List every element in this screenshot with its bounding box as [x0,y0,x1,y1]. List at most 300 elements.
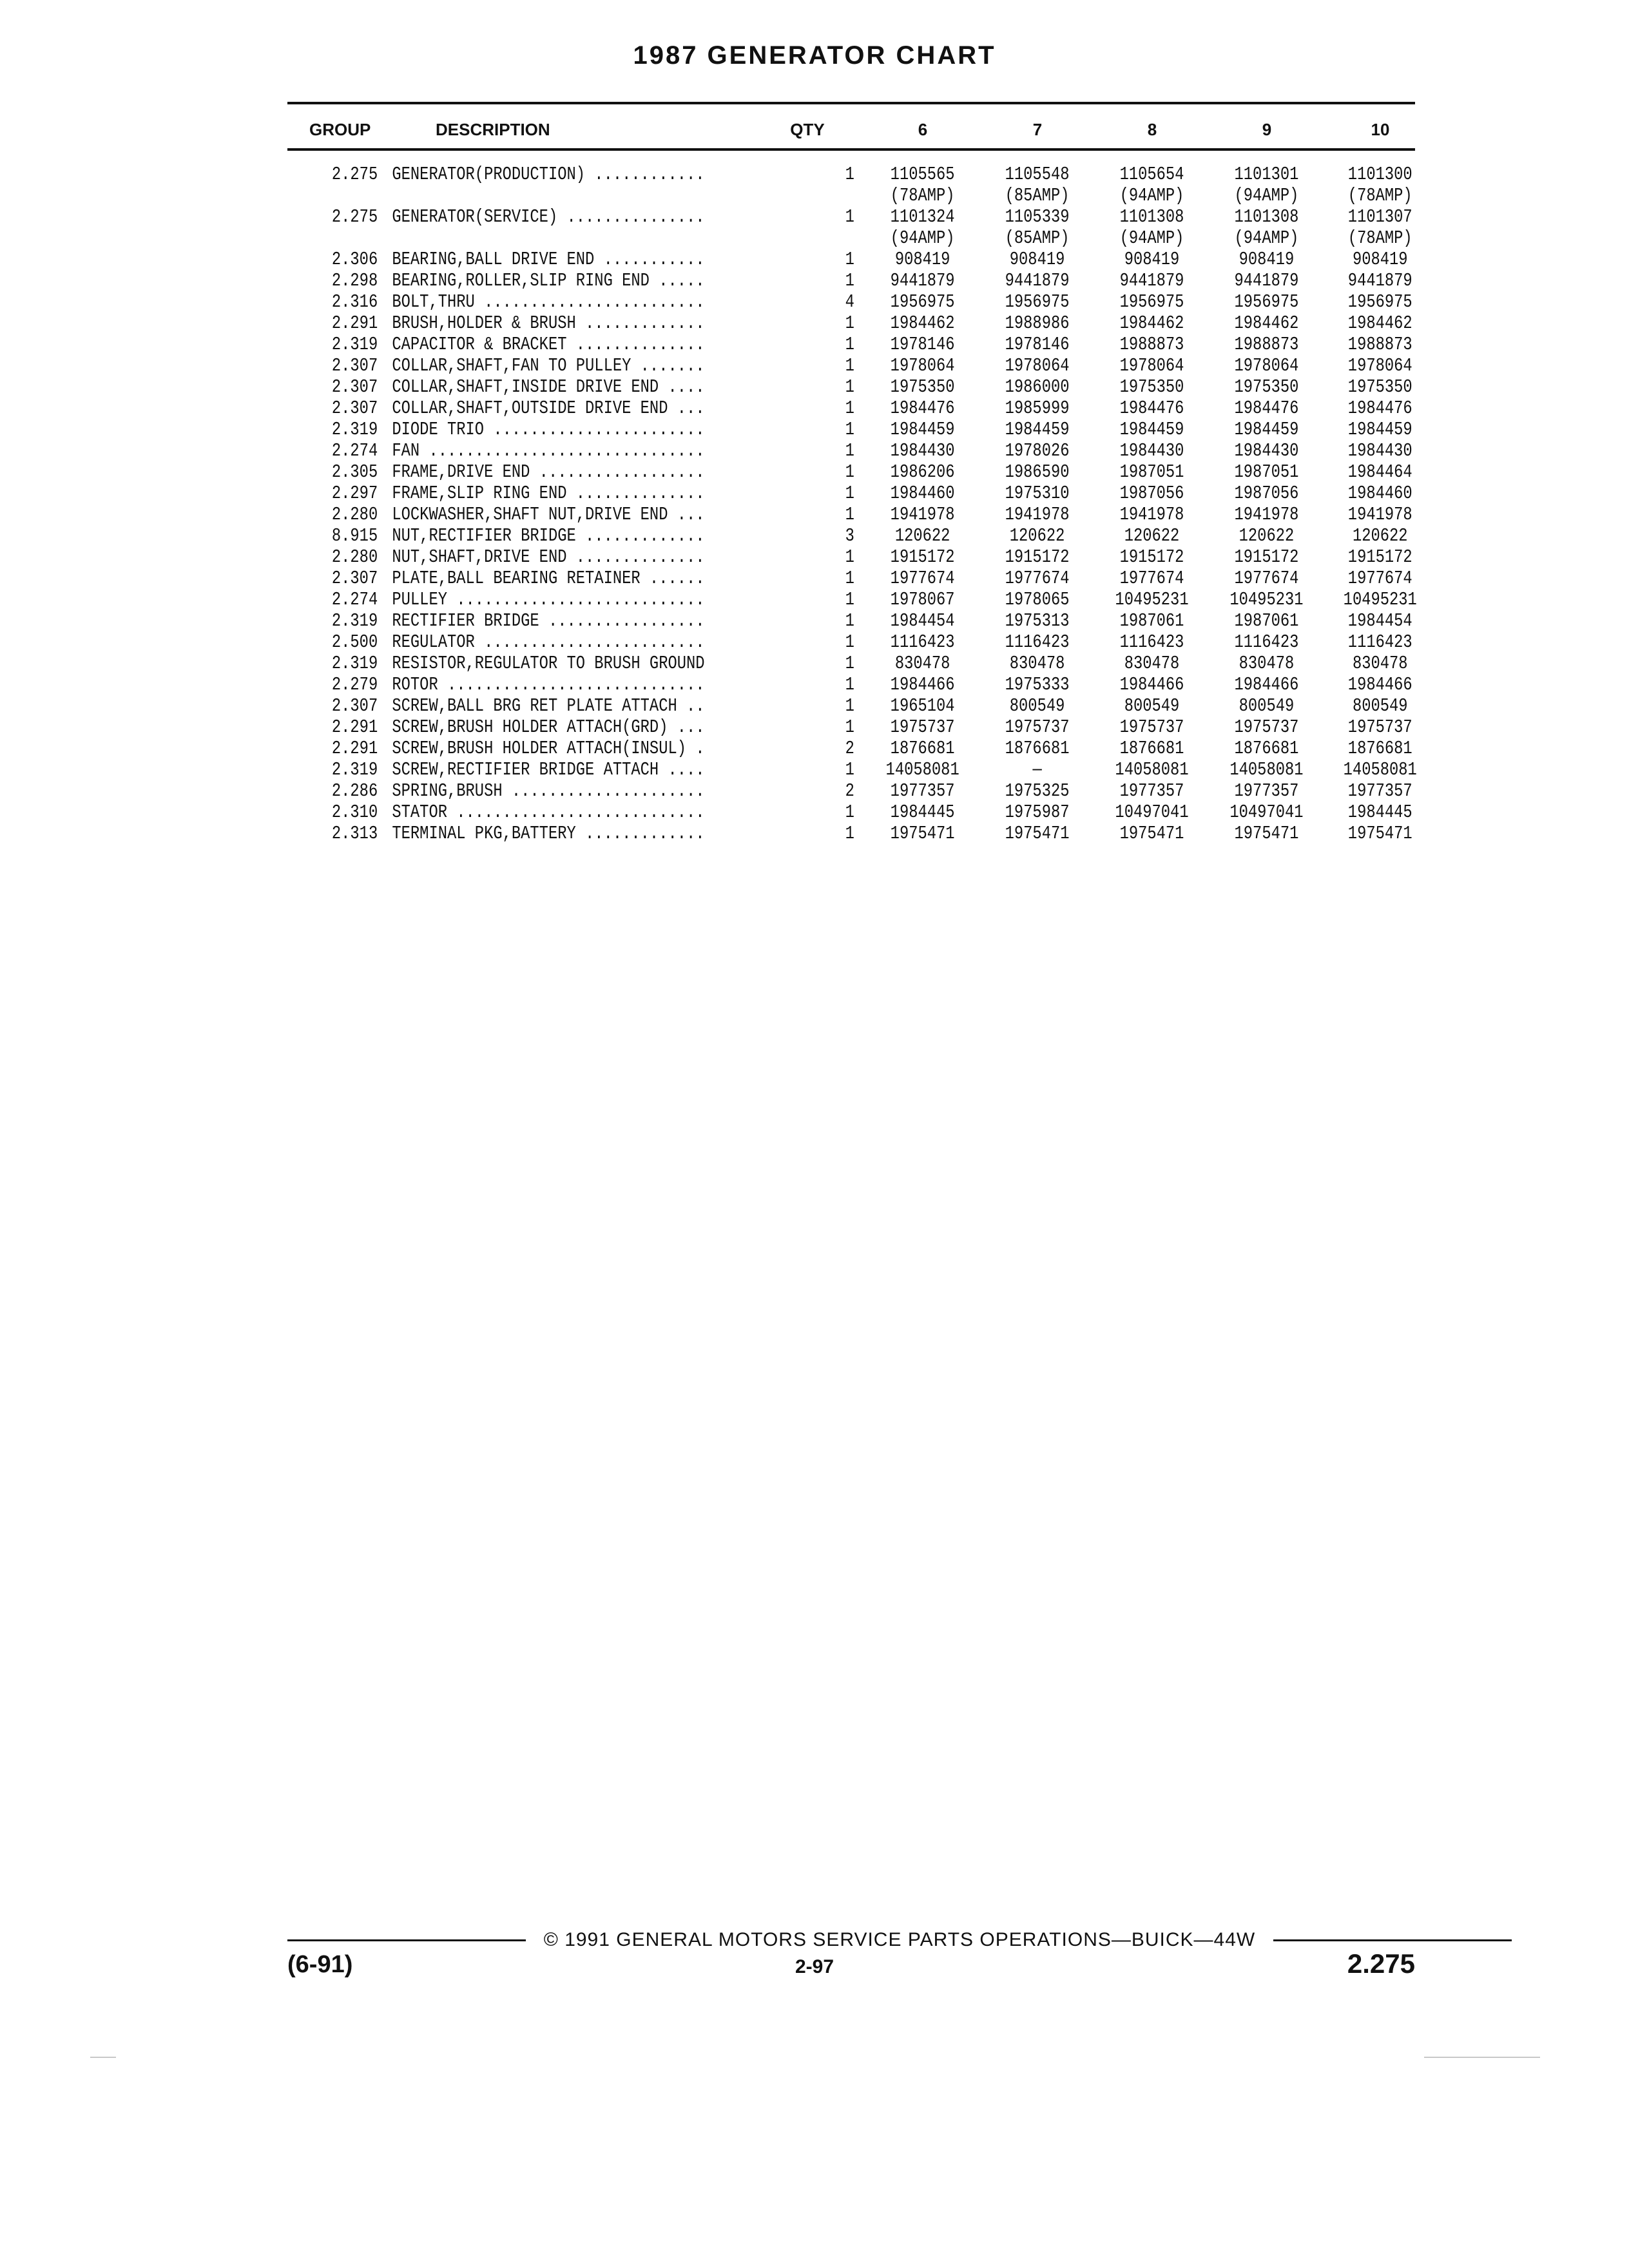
cell-qty: 3 [845,525,854,546]
cell-col-9: 10497041 [1229,802,1304,823]
table-row [287,716,1415,738]
cell-col-8: 1987061 [1119,610,1184,631]
cell-col-8: 1984430 [1119,440,1184,461]
cell-col-10: 1956975 [1347,291,1412,312]
cell-col-10: 1977357 [1347,780,1412,802]
cell-description: PLATE,BALL BEARING RETAINER ...... [392,568,705,589]
cell-col-7: 1978065 [1005,589,1070,610]
cell-qty: 4 [845,291,854,312]
cell-col-7: 1956975 [1005,291,1070,312]
header-col-10: 10 [1371,120,1390,139]
cell-col-9: 1987056 [1234,483,1299,504]
scan-smudge [1424,2057,1540,2058]
table-row [287,610,1415,631]
cell-col-6: 1984462 [890,312,955,334]
cell-col-10: 1876681 [1347,738,1412,759]
cell-col-6: 1984445 [890,802,955,823]
cell-col-6: 1984460 [890,483,955,504]
header-qty: QTY [790,120,825,139]
cell-col-9: 1987061 [1234,610,1299,631]
footer-date-code: (6-91) [287,1951,353,1978]
cell-group: 2.291 [331,738,378,759]
cell-qty: 1 [845,653,854,674]
cell-qty: 1 [845,589,854,610]
table-row [287,164,1415,185]
cell-col-9: 1915172 [1234,546,1299,568]
cell-col-10: 1984464 [1347,461,1412,483]
cell-group: 2.313 [331,823,378,844]
header-col-8: 8 [1147,120,1157,139]
cell-col-9: 1988873 [1234,334,1299,355]
cell-qty: 1 [845,802,854,823]
table-row [287,823,1415,844]
header-col-7: 7 [1032,120,1043,139]
cell-col-8: 1941978 [1119,504,1184,525]
table-row [287,589,1415,610]
cell-col-10: 1984460 [1347,483,1412,504]
cell-description: ROTOR ............................ [392,674,705,695]
cell-col-8: 1101308 [1119,206,1184,227]
cell-group: 2.310 [331,802,378,823]
cell-col-10: 800549 [1352,695,1408,716]
cell-col-6: 1984430 [890,440,955,461]
cell-col-9: 9441879 [1234,270,1299,291]
cell-col-8: 1984459 [1119,419,1184,440]
cell-col-6: 1975737 [890,716,955,738]
cell-group: 2.307 [331,398,378,419]
cell-col-8: 1876681 [1119,738,1184,759]
cell-col-9: 1984466 [1234,674,1299,695]
cell-col-7: 1105548 [1005,164,1070,185]
table-row [287,334,1415,355]
cell-group: 2.319 [331,653,378,674]
cell-group: 2.306 [331,249,378,270]
cell-col-6: 1984454 [890,610,955,631]
cell-col-8: 1987051 [1119,461,1184,483]
cell-col-8: 1984466 [1119,674,1184,695]
cell-col-6: 1876681 [890,738,955,759]
cell-col-7: 1984459 [1005,419,1070,440]
cell-col-6: 1956975 [890,291,955,312]
cell-group: 2.291 [331,716,378,738]
cell-col-7: 1978146 [1005,334,1070,355]
cell-description: TERMINAL PKG,BATTERY ............. [392,823,705,844]
cell-col-8: 1975471 [1119,823,1184,844]
cell-qty: 1 [845,355,854,376]
header-col-9: 9 [1262,120,1272,139]
cell-col-7: 1986000 [1005,376,1070,398]
cell-qty: 1 [845,504,854,525]
table-row [287,483,1415,504]
cell-group: 2.316 [331,291,378,312]
cell-group: 2.307 [331,355,378,376]
cell-description: SCREW,BRUSH HOLDER ATTACH(INSUL) . [392,738,705,759]
footer-page-number: 2-97 [795,1956,834,1977]
table-row [287,546,1415,568]
cell-qty: 1 [845,270,854,291]
cell-description: NUT,RECTIFIER BRIDGE ............. [392,525,705,546]
cell-col-8: 10495231 [1115,589,1189,610]
cell-group: 2.279 [331,674,378,695]
cell-col-8: 1975350 [1119,376,1184,398]
cell-col-9: 1975350 [1234,376,1299,398]
cell-col-10: 1984430 [1347,440,1412,461]
scan-smudge [90,2057,116,2058]
cell-description: BRUSH,HOLDER & BRUSH ............. [392,312,705,334]
footer-section-number: 2.275 [1347,1948,1415,1979]
table-row [287,525,1415,546]
cell-col-10: 1978064 [1347,355,1412,376]
cell-qty: 1 [845,716,854,738]
cell-col-10: 120622 [1352,525,1408,546]
cell-col-10: 1915172 [1347,546,1412,568]
cell-qty: 1 [845,398,854,419]
cell-description: COLLAR,SHAFT,INSIDE DRIVE END .... [392,376,705,398]
cell-col-10: 1975471 [1347,823,1412,844]
cell-description: COLLAR,SHAFT,OUTSIDE DRIVE END ... [392,398,705,419]
cell-description: LOCKWASHER,SHAFT NUT,DRIVE END ... [392,504,705,525]
table-row [287,780,1415,802]
cell-col-10: 1116423 [1347,631,1412,653]
cell-col-9: 1941978 [1234,504,1299,525]
cell-col-6: 1984459 [890,419,955,440]
cell-col-9: 10495231 [1229,589,1304,610]
cell-col-6: 1986206 [890,461,955,483]
cell-col-6: 9441879 [890,270,955,291]
cell-col-7: 120622 [1009,525,1065,546]
table-header-rule [287,148,1415,151]
cell-col-7: (85AMP) [1005,185,1070,206]
cell-col-7: 1986590 [1005,461,1070,483]
cell-group: 2.319 [331,334,378,355]
cell-col-7: 800549 [1009,695,1065,716]
table-row [287,759,1415,780]
cell-col-6: 1977357 [890,780,955,802]
cell-qty: 1 [845,164,854,185]
cell-group: 2.275 [331,164,378,185]
cell-col-6: 1975471 [890,823,955,844]
cell-col-9: (94AMP) [1234,227,1299,249]
cell-col-6: 1105565 [890,164,955,185]
cell-col-10: 1984462 [1347,312,1412,334]
cell-col-10: 1988873 [1347,334,1412,355]
cell-col-7: 9441879 [1005,270,1070,291]
cell-col-6: (78AMP) [890,185,955,206]
cell-group: 2.319 [331,419,378,440]
cell-group: 2.280 [331,546,378,568]
cell-col-8: 1975737 [1119,716,1184,738]
cell-col-6: 1915172 [890,546,955,568]
footer-copyright: © 1991 GENERAL MOTORS SERVICE PARTS OPERATIONS—BUICK—44W [543,1929,1256,1950]
cell-col-7: 1975737 [1005,716,1070,738]
cell-group: 2.286 [331,780,378,802]
cell-col-10: 1984454 [1347,610,1412,631]
cell-col-9: 1977357 [1234,780,1299,802]
cell-group: 2.307 [331,695,378,716]
cell-col-7: 1975333 [1005,674,1070,695]
cell-qty: 1 [845,206,854,227]
cell-col-7: 830478 [1009,653,1065,674]
cell-description: SCREW,RECTIFIER BRIDGE ATTACH .... [392,759,705,780]
cell-col-7: 1941978 [1005,504,1070,525]
table-row [287,504,1415,525]
cell-qty: 1 [845,334,854,355]
cell-col-6: 1977674 [890,568,955,589]
cell-qty: 2 [845,738,854,759]
cell-col-8: 9441879 [1119,270,1184,291]
cell-description: BOLT,THRU ........................ [392,291,705,312]
table-row [287,568,1415,589]
cell-group: 2.291 [331,312,378,334]
cell-description: COLLAR,SHAFT,FAN TO PULLEY ....... [392,355,705,376]
cell-col-9: 1984430 [1234,440,1299,461]
cell-qty: 2 [845,780,854,802]
table-row [287,249,1415,270]
cell-col-8: 1987056 [1119,483,1184,504]
cell-col-10: 9441879 [1347,270,1412,291]
cell-qty: 1 [845,759,854,780]
cell-col-7: 1977674 [1005,568,1070,589]
cell-col-8: 1116423 [1119,631,1184,653]
cell-col-10: 1984459 [1347,419,1412,440]
cell-description: SPRING,BRUSH ..................... [392,780,705,802]
table-row [287,398,1415,419]
cell-col-10: 1984476 [1347,398,1412,419]
cell-col-7: 908419 [1009,249,1065,270]
cell-col-8: 1977357 [1119,780,1184,802]
table-row [287,227,1415,249]
footer-rule-left [287,1939,526,1941]
cell-col-9: 1116423 [1234,631,1299,653]
cell-description: FRAME,DRIVE END .................. [392,461,705,483]
table-row [287,738,1415,759]
cell-col-6: 1116423 [890,631,955,653]
cell-qty: 1 [845,483,854,504]
cell-col-6: 1978067 [890,589,955,610]
cell-col-7: 1978064 [1005,355,1070,376]
cell-description: RECTIFIER BRIDGE ................. [392,610,705,631]
cell-col-7: 1915172 [1005,546,1070,568]
cell-col-9: 1977674 [1234,568,1299,589]
cell-col-6: 908419 [894,249,950,270]
cell-col-10: 1975350 [1347,376,1412,398]
cell-col-8: 1984476 [1119,398,1184,419]
cell-description: DIODE TRIO ....................... [392,419,705,440]
cell-col-8: 1956975 [1119,291,1184,312]
cell-col-9: 1956975 [1234,291,1299,312]
cell-group: 8.915 [331,525,378,546]
cell-col-9: 1101308 [1234,206,1299,227]
cell-col-8: 908419 [1124,249,1180,270]
table-row [287,802,1415,823]
cell-col-7: 1975325 [1005,780,1070,802]
cell-col-9: 1987051 [1234,461,1299,483]
table-row [287,653,1415,674]
cell-col-8: 1978064 [1119,355,1184,376]
cell-col-8: 120622 [1124,525,1180,546]
cell-group: 2.319 [331,610,378,631]
cell-col-6: 1975350 [890,376,955,398]
cell-col-8: 14058081 [1115,759,1189,780]
cell-col-8: 1915172 [1119,546,1184,568]
header-col-6: 6 [918,120,928,139]
cell-col-10: 1984466 [1347,674,1412,695]
cell-col-8: (94AMP) [1119,185,1184,206]
cell-col-9: 120622 [1239,525,1295,546]
cell-group: 2.319 [331,759,378,780]
table-row [287,185,1415,206]
cell-col-7: (85AMP) [1005,227,1070,249]
table-row [287,674,1415,695]
table-row [287,376,1415,398]
table-top-rule [287,102,1415,104]
cell-qty: 1 [845,461,854,483]
cell-col-10: 1941978 [1347,504,1412,525]
table-row [287,312,1415,334]
cell-qty: 1 [845,610,854,631]
cell-group: 2.274 [331,589,378,610]
cell-col-8: (94AMP) [1119,227,1184,249]
cell-col-6: (94AMP) [890,227,955,249]
page-title: 1987 GENERATOR CHART [633,41,996,70]
cell-col-6: 1941978 [890,504,955,525]
cell-col-6: 120622 [894,525,950,546]
table-row [287,206,1415,227]
table-row [287,461,1415,483]
cell-col-10: 1101307 [1347,206,1412,227]
cell-col-10: 1984445 [1347,802,1412,823]
cell-col-7: 1978026 [1005,440,1070,461]
cell-col-8: 800549 [1124,695,1180,716]
cell-group: 2.298 [331,270,378,291]
cell-description: FRAME,SLIP RING END .............. [392,483,705,504]
cell-description: BEARING,BALL DRIVE END ........... [392,249,705,270]
cell-col-6: 14058081 [885,759,959,780]
cell-col-6: 1984476 [890,398,955,419]
cell-description: REGULATOR ........................ [392,631,705,653]
table-row [287,440,1415,461]
cell-qty: 1 [845,440,854,461]
cell-qty: 1 [845,823,854,844]
cell-description: NUT,SHAFT,DRIVE END .............. [392,546,705,568]
cell-col-9: 908419 [1239,249,1295,270]
cell-qty: 1 [845,546,854,568]
cell-group: 2.274 [331,440,378,461]
cell-qty: 1 [845,631,854,653]
cell-col-10: (78AMP) [1347,227,1412,249]
cell-col-9: (94AMP) [1234,185,1299,206]
cell-col-7: 1975987 [1005,802,1070,823]
cell-col-8: 1984462 [1119,312,1184,334]
cell-description: RESISTOR,REGULATOR TO BRUSH GROUND [392,653,705,674]
cell-col-6: 830478 [894,653,950,674]
cell-col-8: 1977674 [1119,568,1184,589]
cell-col-9: 1978064 [1234,355,1299,376]
cell-col-10: 14058081 [1343,759,1417,780]
cell-description: PULLEY ........................... [392,589,705,610]
cell-description: GENERATOR(PRODUCTION) ............ [392,164,705,185]
cell-col-7: 1975471 [1005,823,1070,844]
cell-description: SCREW,BALL BRG RET PLATE ATTACH .. [392,695,705,716]
cell-col-10: 1977674 [1347,568,1412,589]
cell-qty: 1 [845,695,854,716]
table-row [287,291,1415,312]
cell-qty: 1 [845,312,854,334]
cell-col-7: 1985999 [1005,398,1070,419]
cell-group: 2.275 [331,206,378,227]
cell-col-7: 1975310 [1005,483,1070,504]
cell-col-8: 830478 [1124,653,1180,674]
cell-group: 2.297 [331,483,378,504]
cell-col-7: — [1032,759,1042,780]
cell-qty: 1 [845,376,854,398]
cell-group: 2.307 [331,376,378,398]
cell-col-9: 830478 [1239,653,1295,674]
cell-col-7: 1876681 [1005,738,1070,759]
table-row [287,355,1415,376]
cell-description: SCREW,BRUSH HOLDER ATTACH(GRD) ... [392,716,705,738]
cell-col-9: 1984462 [1234,312,1299,334]
cell-col-10: 830478 [1352,653,1408,674]
cell-col-9: 1101301 [1234,164,1299,185]
cell-col-10: 10495231 [1343,589,1417,610]
table-row [287,695,1415,716]
cell-col-10: 908419 [1352,249,1408,270]
cell-col-6: 1978146 [890,334,955,355]
cell-col-9: 800549 [1239,695,1295,716]
cell-description: STATOR ........................... [392,802,705,823]
cell-col-9: 1975471 [1234,823,1299,844]
cell-group: 2.280 [331,504,378,525]
cell-group: 2.307 [331,568,378,589]
cell-col-7: 1116423 [1005,631,1070,653]
cell-description: FAN .............................. [392,440,705,461]
cell-col-10: 1975737 [1347,716,1412,738]
table-header [287,120,1415,141]
footer-rule-right [1273,1939,1512,1941]
table-row [287,270,1415,291]
cell-col-6: 1978064 [890,355,955,376]
cell-description: GENERATOR(SERVICE) ............... [392,206,705,227]
cell-col-9: 14058081 [1229,759,1304,780]
cell-qty: 1 [845,249,854,270]
cell-col-6: 1101324 [890,206,955,227]
table-row [287,631,1415,653]
cell-col-9: 1876681 [1234,738,1299,759]
cell-col-8: 10497041 [1115,802,1189,823]
cell-col-7: 1105339 [1005,206,1070,227]
cell-description: CAPACITOR & BRACKET .............. [392,334,705,355]
cell-col-7: 1975313 [1005,610,1070,631]
cell-col-6: 1965104 [890,695,955,716]
cell-group: 2.305 [331,461,378,483]
table-row [287,419,1415,440]
cell-col-7: 1988986 [1005,312,1070,334]
cell-col-9: 1984476 [1234,398,1299,419]
cell-col-9: 1975737 [1234,716,1299,738]
cell-qty: 1 [845,568,854,589]
cell-group: 2.500 [331,631,378,653]
cell-col-9: 1984459 [1234,419,1299,440]
cell-col-8: 1105654 [1119,164,1184,185]
header-group: GROUP [309,120,371,139]
cell-description: BEARING,ROLLER,SLIP RING END ..... [392,270,705,291]
cell-col-8: 1988873 [1119,334,1184,355]
header-description: DESCRIPTION [436,120,550,139]
cell-col-10: (78AMP) [1347,185,1412,206]
cell-qty: 1 [845,419,854,440]
cell-col-6: 1984466 [890,674,955,695]
